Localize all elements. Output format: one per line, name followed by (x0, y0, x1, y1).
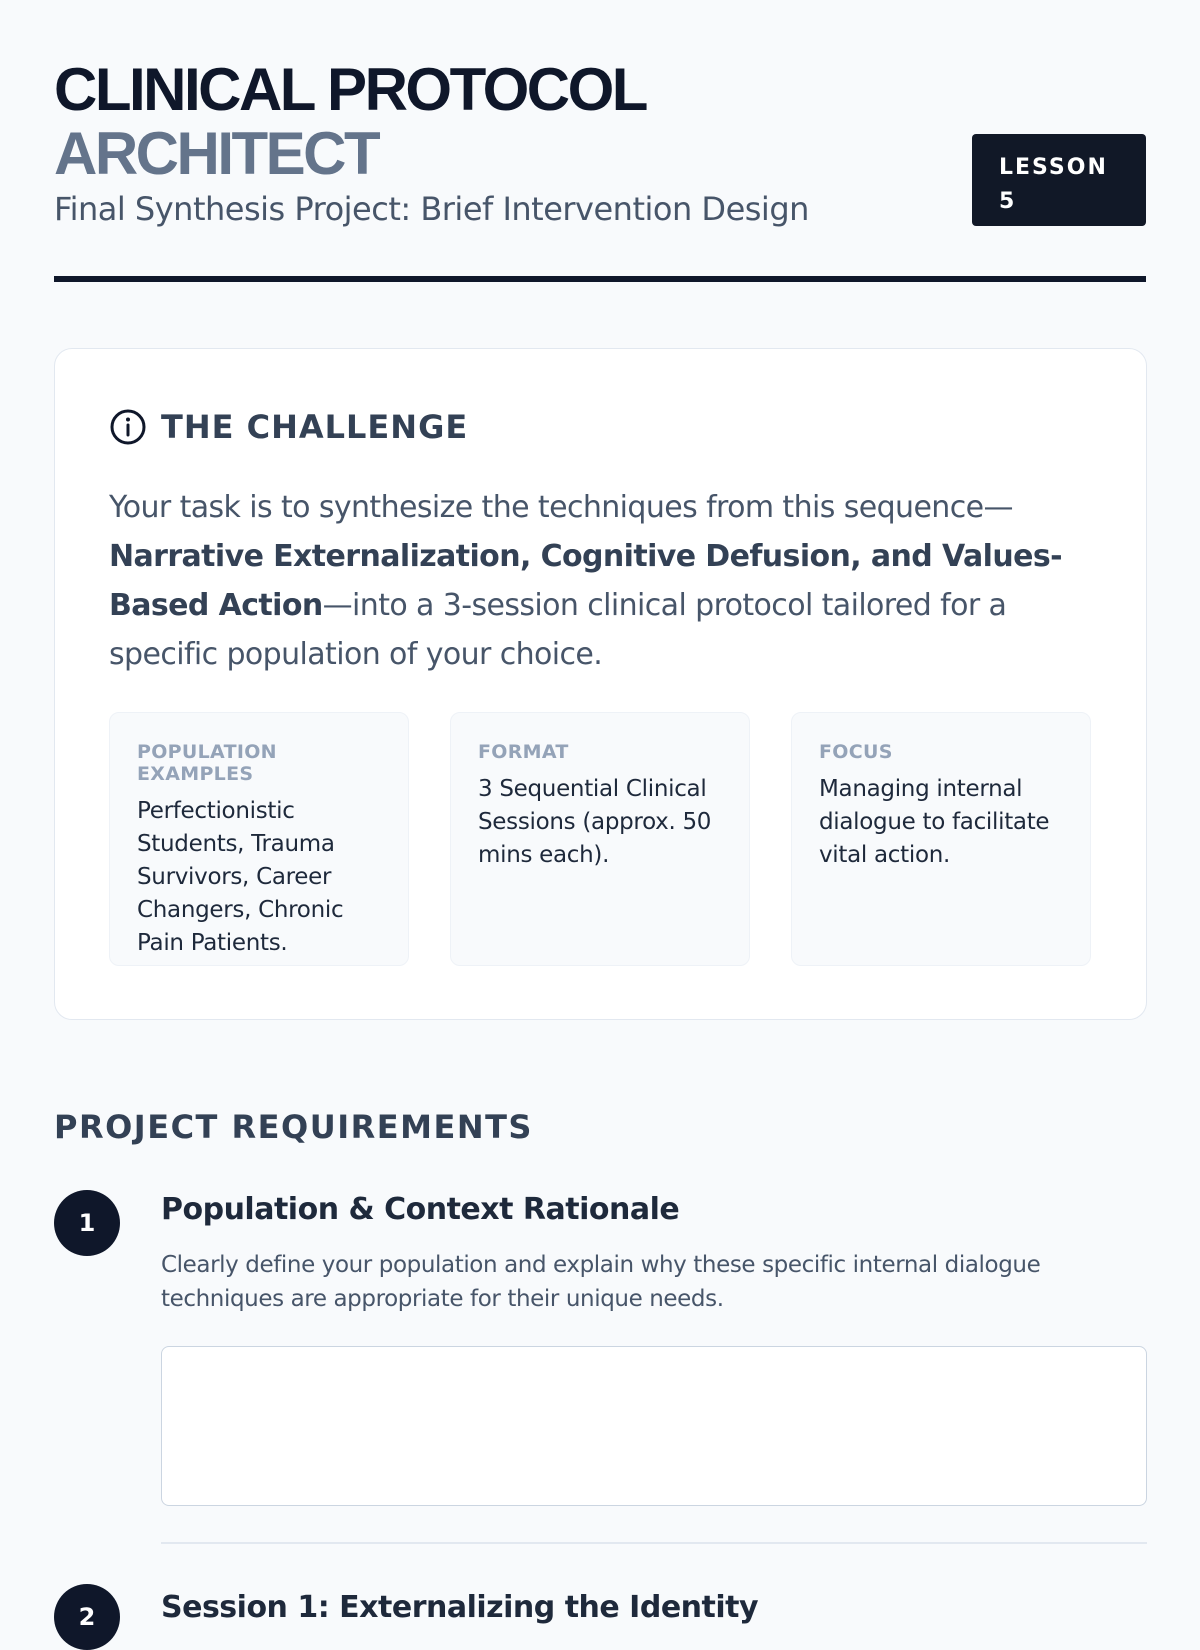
requirement-heading: Population & Context Rationale (161, 1192, 680, 1227)
requirement-number: 1 (54, 1190, 120, 1256)
challenge-card (54, 348, 1147, 1020)
info-box-text: 3 Sequential Clinical Sessions (approx. 50 mins each). (478, 776, 712, 868)
requirement-divider (161, 1542, 1147, 1544)
population-rationale-input[interactable] (161, 1346, 1147, 1506)
page-title-line-2: ARCHITECT (54, 120, 379, 187)
challenge-text-outro: —into a 3-session clinical protocol tailored for a specific population of your choice. (109, 588, 1007, 672)
page-subtitle: Final Synthesis Project: Brief Intervention Design (54, 190, 809, 228)
challenge-info-boxes (109, 712, 1091, 966)
info-icon (109, 408, 147, 446)
requirement-heading: Session 1: Externalizing the Identity (161, 1590, 759, 1625)
info-box-population (109, 712, 409, 966)
challenge-description (109, 483, 1092, 679)
requirements-title: PROJECT REQUIREMENTS (54, 1108, 533, 1146)
info-box-text: Managing internal dialogue to facilitate vital action. (819, 776, 1050, 868)
page-header (54, 0, 1146, 282)
requirement-number: 2 (54, 1584, 120, 1650)
challenge-text-techniques: Narrative Externalization, Cognitive Defusion, and Values-Based Action (109, 539, 1062, 623)
requirement-body (161, 1584, 1147, 1628)
requirement-body (161, 1190, 1147, 1506)
challenge-title: THE CHALLENGE (161, 408, 469, 446)
info-box-label: POPULATION EXAMPLES (137, 741, 277, 785)
info-box-text: Perfectionistic Students, Trauma Survivors, Career Changers, Chronic Pain Patients. (137, 798, 344, 956)
challenge-header (109, 407, 1092, 447)
challenge-text-intro: Your task is to synthesize the techniques from this sequence— (109, 490, 1013, 525)
info-box-label: FOCUS (819, 741, 893, 763)
requirement-description: Clearly define your population and explain why these specific internal dialogue techniques are appropriate for their unique needs. (161, 1252, 1041, 1312)
lesson-badge: LESSON 5 (972, 134, 1146, 226)
info-box-label: FORMAT (478, 741, 569, 763)
info-box-format (450, 712, 750, 966)
page-title-line-1: CLINICAL PROTOCOL (54, 56, 646, 123)
info-box-focus (791, 712, 1091, 966)
